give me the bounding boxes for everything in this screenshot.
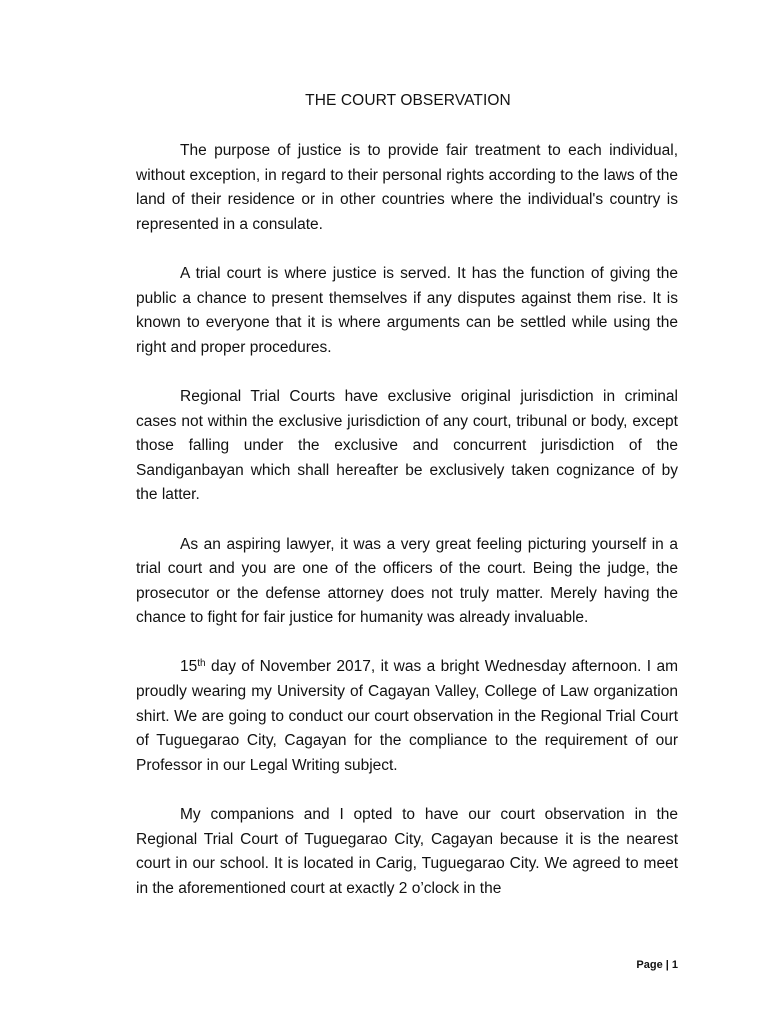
paragraph-aspiring-lawyer: As an aspiring lawyer, it was a very great feeling picturing yourself in a trial court and you are one of the officers of the court. Being the judge, the prosecutor or the defense attorney does not truly matter. Merely having the chance to fight for fair justice for humanity was already invaluable. bbox=[136, 535, 678, 627]
document-title: THE COURT OBSERVATION bbox=[305, 92, 511, 109]
paragraph-trial-court: A trial court is where justice is served. It has the function of giving the public a chance to present themselves if any disputes against them rise. It is known to everyone that it is where arguments can be settled while using the right and proper procedures. bbox=[136, 264, 678, 356]
document-body bbox=[136, 139, 678, 901]
paragraph-purpose-of-justice: The purpose of justice is to provide fair treatment to each individual, without exception, in regard to their personal rights according to the laws of the land of their residence or in other countries where the individual's country is represented in a consulate. bbox=[136, 142, 678, 233]
paragraph-regional-trial-courts: Regional Trial Courts have exclusive original jurisdiction in criminal cases not within the exclusive jurisdiction of any court, tribunal or body, except those falling under the exclusive and concurrent jurisdiction of the Sandiganbayan which shall hereafter be exclusively taken cognizance of by the latter. bbox=[136, 387, 678, 504]
paragraph-companions: My companions and I opted to have our court observation in the Regional Trial Court of Tuguegarao City, Cagayan because it is the nearest court in our school. It is located in Carig, Tuguegarao City. We agreed to meet in the aforementioned court at exactly 2 o’clock in the bbox=[136, 806, 678, 897]
paragraph-november-date bbox=[136, 655, 678, 778]
paragraph-november-text: day of November 2017, it was a bright Wednesday afternoon. I am proudly wearing my University of Cagayan Valley, College of Law organization shirt. We are going to conduct our court observation in the Regional Trial Court of Tuguegarao City, Cagayan for the compliance to the requirement of our Professor in our Legal Writing subject. bbox=[136, 658, 678, 774]
date-day: 15 bbox=[180, 658, 198, 676]
date-day-suffix: th bbox=[197, 658, 206, 670]
page-number: Page | 1 bbox=[636, 959, 678, 971]
